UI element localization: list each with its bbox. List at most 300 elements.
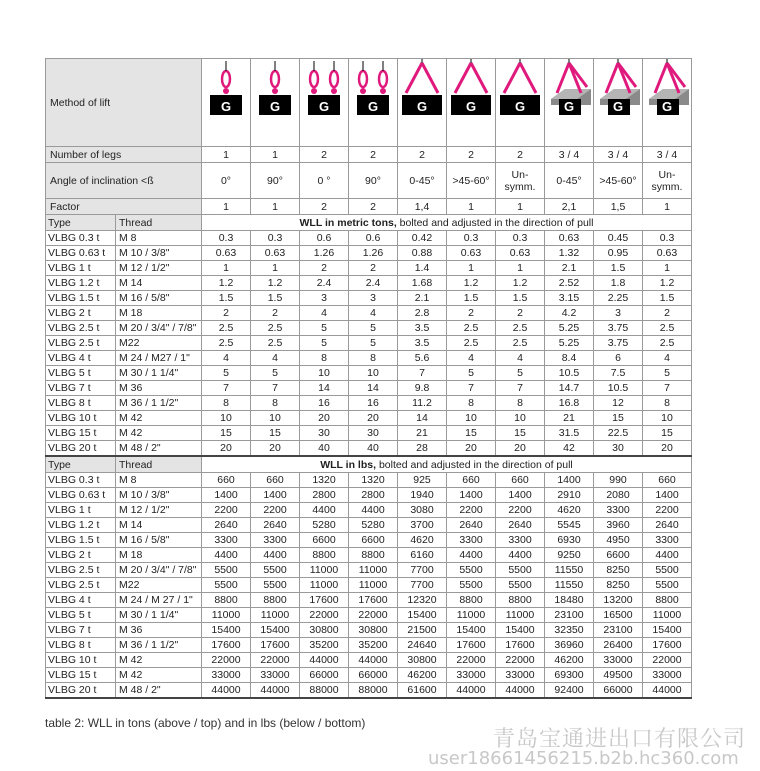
value-cell: 4 — [300, 306, 349, 321]
value-cell: 1 — [496, 261, 545, 276]
value-cell: 7700 — [398, 563, 447, 578]
value-cell: 33000 — [251, 668, 300, 683]
value-cell: 33000 — [202, 668, 251, 683]
value-cell: 10 — [496, 411, 545, 426]
value-cell: 4 — [349, 306, 398, 321]
value-cell: 5500 — [643, 578, 692, 593]
value-cell: 2 — [300, 261, 349, 276]
value-cell: 22000 — [349, 608, 398, 623]
value-cell: 0.88 — [398, 246, 447, 261]
value-cell: 4 — [202, 351, 251, 366]
type-cell: VLBG 2 t — [46, 306, 116, 321]
value-cell: 8 — [202, 396, 251, 411]
value-cell: 92400 — [545, 683, 594, 699]
value-cell: 1 — [202, 261, 251, 276]
value-cell: 2800 — [300, 488, 349, 503]
value-cell: 2200 — [447, 503, 496, 518]
value-cell: 8800 — [300, 548, 349, 563]
type-cell: VLBG 5 t — [46, 366, 116, 381]
type-cell: VLBG 7 t — [46, 381, 116, 396]
value-cell: 15400 — [447, 623, 496, 638]
value-cell: 990 — [594, 473, 643, 488]
value-cell: 15400 — [496, 623, 545, 638]
value-cell: 5 — [300, 321, 349, 336]
type-cell: VLBG 1 t — [46, 261, 116, 276]
two-leg-unsymmetric-icon — [496, 59, 544, 121]
value-cell: 44000 — [447, 683, 496, 699]
thread-cell: M 42 — [116, 653, 202, 668]
value-cell: 30800 — [349, 623, 398, 638]
type-cell: VLBG 10 t — [46, 653, 116, 668]
value-cell: 2 — [251, 306, 300, 321]
value-cell: 4620 — [545, 503, 594, 518]
type-cell: VLBG 15 t — [46, 426, 116, 441]
value-cell: 2.4 — [349, 276, 398, 291]
value-cell: 0.3 — [496, 231, 545, 246]
value-cell: 40 — [300, 441, 349, 457]
value-cell: 2.5 — [447, 336, 496, 351]
thread-cell: M 10 / 3/8" — [116, 246, 202, 261]
value-cell: 30800 — [398, 653, 447, 668]
value-cell: 3.5 — [398, 321, 447, 336]
value-cell: 2080 — [594, 488, 643, 503]
value-cell: 2.8 — [398, 306, 447, 321]
value-cell: 3300 — [447, 533, 496, 548]
table-row — [46, 336, 692, 351]
value-cell: 1 — [251, 199, 300, 215]
thread-cell: M 48 / 2" — [116, 441, 202, 457]
value-cell: 11550 — [545, 563, 594, 578]
value-cell: 30 — [594, 441, 643, 457]
value-cell: 69300 — [545, 668, 594, 683]
value-cell: 0.63 — [202, 246, 251, 261]
value-cell: 2 — [300, 147, 349, 163]
table-row — [46, 608, 692, 623]
table-row — [46, 518, 692, 533]
value-cell: 26400 — [594, 638, 643, 653]
value-cell: 8250 — [594, 563, 643, 578]
value-cell: 3300 — [251, 533, 300, 548]
value-cell: 22000 — [447, 653, 496, 668]
value-cell: 4 — [251, 351, 300, 366]
method-cell — [251, 59, 300, 147]
value-cell: 3 — [594, 306, 643, 321]
value-cell: 42 — [545, 441, 594, 457]
value-cell: 2.5 — [251, 336, 300, 351]
value-cell: 2.1 — [545, 261, 594, 276]
thread-header: Thread — [116, 456, 202, 473]
value-cell: 2 — [398, 147, 447, 163]
multi-leg-unsymmetric-icon — [643, 59, 691, 121]
value-cell: 11550 — [545, 578, 594, 593]
value-cell: 90° — [251, 163, 300, 199]
value-cell: 0-45° — [398, 163, 447, 199]
thread-cell: M 36 / 1 1/2" — [116, 638, 202, 653]
value-cell: 11000 — [300, 578, 349, 593]
value-cell: 2 — [202, 306, 251, 321]
wll-table — [45, 58, 692, 699]
value-cell: 2 — [643, 306, 692, 321]
value-cell: 1,5 — [594, 199, 643, 215]
value-cell: 21 — [545, 411, 594, 426]
value-cell: 14 — [349, 381, 398, 396]
value-cell: 2 — [496, 147, 545, 163]
type-cell: VLBG 2.5 t — [46, 578, 116, 593]
value-cell: 3700 — [398, 518, 447, 533]
value-cell: 49500 — [594, 668, 643, 683]
value-cell: 44000 — [643, 683, 692, 699]
value-cell: 14 — [300, 381, 349, 396]
value-cell: 1 — [643, 199, 692, 215]
value-cell: 3300 — [496, 533, 545, 548]
thread-cell: M 8 — [116, 473, 202, 488]
value-cell: 7 — [202, 381, 251, 396]
thread-cell: M22 — [116, 578, 202, 593]
value-cell: 11000 — [349, 578, 398, 593]
value-cell: 4 — [447, 351, 496, 366]
thread-cell: M22 — [116, 336, 202, 351]
double-leg-vertical-icon — [300, 59, 348, 121]
value-cell: 16500 — [594, 608, 643, 623]
thread-cell: M 42 — [116, 668, 202, 683]
value-cell: 11000 — [496, 608, 545, 623]
table-row — [46, 441, 692, 457]
value-cell: 13200 — [594, 593, 643, 608]
value-cell: 15400 — [251, 623, 300, 638]
general-row — [46, 147, 692, 163]
table-caption: table 2: WLL in tons (above / top) and in lbs (below / bottom) — [45, 716, 366, 730]
value-cell: 10 — [349, 366, 398, 381]
value-cell: 5500 — [643, 563, 692, 578]
value-cell: 2640 — [643, 518, 692, 533]
value-cell: 22000 — [251, 653, 300, 668]
table-row — [46, 321, 692, 336]
type-cell: VLBG 7 t — [46, 623, 116, 638]
value-cell: 1.2 — [496, 276, 545, 291]
value-cell: 11000 — [300, 563, 349, 578]
value-cell: 1.5 — [251, 291, 300, 306]
svg-text:G: G — [514, 99, 526, 114]
value-cell: 21 — [398, 426, 447, 441]
section-caption: WLL in metric tons, bolted and adjusted in the direction of pull — [202, 215, 692, 231]
type-cell: VLBG 2 t — [46, 548, 116, 563]
type-header: Type — [46, 215, 116, 231]
value-cell: 1 — [202, 199, 251, 215]
thread-cell: M 14 — [116, 518, 202, 533]
value-cell: 2.52 — [545, 276, 594, 291]
general-row — [46, 199, 692, 215]
value-cell: 4950 — [594, 533, 643, 548]
value-cell: 36960 — [545, 638, 594, 653]
method-cell — [496, 59, 545, 147]
value-cell: 17600 — [496, 638, 545, 653]
value-cell: >45-60° — [594, 163, 643, 199]
value-cell: 22.5 — [594, 426, 643, 441]
svg-text:G: G — [416, 99, 428, 114]
value-cell: 7 — [643, 381, 692, 396]
table-row — [46, 396, 692, 411]
value-cell: 5500 — [447, 578, 496, 593]
table-row — [46, 653, 692, 668]
value-cell: 2640 — [202, 518, 251, 533]
value-cell: 0.63 — [251, 246, 300, 261]
value-cell: 15400 — [398, 608, 447, 623]
value-cell: 17600 — [251, 638, 300, 653]
value-cell: 2640 — [447, 518, 496, 533]
value-cell: 7.5 — [594, 366, 643, 381]
value-cell: 88000 — [349, 683, 398, 699]
value-cell: 1400 — [202, 488, 251, 503]
value-cell: 10 — [643, 411, 692, 426]
thread-cell: M 8 — [116, 231, 202, 246]
table-row — [46, 563, 692, 578]
value-cell: 4400 — [643, 548, 692, 563]
value-cell: 11000 — [202, 608, 251, 623]
type-cell: VLBG 2.5 t — [46, 336, 116, 351]
value-cell: 4400 — [251, 548, 300, 563]
table-row — [46, 306, 692, 321]
value-cell: 2 — [447, 147, 496, 163]
value-cell: 21500 — [398, 623, 447, 638]
value-cell: 15 — [594, 411, 643, 426]
value-cell: 0.6 — [300, 231, 349, 246]
two-leg-sling-0-45-icon — [398, 59, 446, 121]
value-cell: 15 — [447, 426, 496, 441]
value-cell: Un- symm. — [496, 163, 545, 199]
thread-cell: M 30 / 1 1/4" — [116, 608, 202, 623]
value-cell: 33000 — [594, 653, 643, 668]
table-row — [46, 261, 692, 276]
value-cell: 6 — [594, 351, 643, 366]
thread-cell: M 42 — [116, 426, 202, 441]
value-cell: 660 — [496, 473, 545, 488]
section-header — [46, 215, 692, 231]
type-cell: VLBG 0.63 t — [46, 488, 116, 503]
value-cell: 0.3 — [251, 231, 300, 246]
value-cell: 20 — [251, 441, 300, 457]
value-cell: 44000 — [496, 683, 545, 699]
value-cell: 0.63 — [643, 246, 692, 261]
value-cell: 31.5 — [545, 426, 594, 441]
value-cell: 3 / 4 — [545, 147, 594, 163]
value-cell: 12320 — [398, 593, 447, 608]
value-cell: 3300 — [594, 503, 643, 518]
value-cell: 1320 — [349, 473, 398, 488]
row-label: Angle of inclination <ß — [46, 163, 202, 199]
value-cell: 11000 — [447, 608, 496, 623]
value-cell: 5.25 — [545, 321, 594, 336]
value-cell: 4400 — [447, 548, 496, 563]
value-cell: 11.2 — [398, 396, 447, 411]
type-header: Type — [46, 456, 116, 473]
double-leg-90-icon — [349, 59, 397, 121]
value-cell: 20 — [300, 411, 349, 426]
value-cell: 66000 — [300, 668, 349, 683]
value-cell: 1940 — [398, 488, 447, 503]
type-cell: VLBG 1 t — [46, 503, 116, 518]
value-cell: 2910 — [545, 488, 594, 503]
svg-text:G: G — [612, 99, 624, 114]
thread-cell: M 42 — [116, 411, 202, 426]
value-cell: 7 — [447, 381, 496, 396]
value-cell: 660 — [202, 473, 251, 488]
value-cell: 1.2 — [643, 276, 692, 291]
value-cell: 10 — [251, 411, 300, 426]
type-cell: VLBG 20 t — [46, 441, 116, 457]
value-cell: 3960 — [594, 518, 643, 533]
table-row — [46, 533, 692, 548]
value-cell: 0.42 — [398, 231, 447, 246]
svg-text:G: G — [318, 99, 330, 114]
value-cell: 0.63 — [447, 246, 496, 261]
value-cell: 3300 — [202, 533, 251, 548]
value-cell: 5.25 — [545, 336, 594, 351]
type-cell: VLBG 20 t — [46, 683, 116, 699]
table-row — [46, 578, 692, 593]
watermark-company: 青岛宝通进出口有限公司 — [493, 727, 747, 752]
value-cell: 0.3 — [643, 231, 692, 246]
row-label: Number of legs — [46, 147, 202, 163]
thread-cell: M 36 — [116, 623, 202, 638]
value-cell: 0° — [202, 163, 251, 199]
table-row — [46, 246, 692, 261]
table-row — [46, 503, 692, 518]
thread-header: Thread — [116, 215, 202, 231]
table-row — [46, 548, 692, 563]
value-cell: 5280 — [300, 518, 349, 533]
type-cell: VLBG 4 t — [46, 593, 116, 608]
type-cell: VLBG 0.63 t — [46, 246, 116, 261]
value-cell: 8800 — [202, 593, 251, 608]
value-cell: 2200 — [202, 503, 251, 518]
value-cell: 10 — [447, 411, 496, 426]
method-cell — [349, 59, 398, 147]
value-cell: 20 — [496, 441, 545, 457]
value-cell: 1 — [251, 147, 300, 163]
value-cell: 1.5 — [594, 261, 643, 276]
value-cell: 8800 — [447, 593, 496, 608]
value-cell: 3.75 — [594, 336, 643, 351]
value-cell: 1400 — [447, 488, 496, 503]
value-cell: 1.32 — [545, 246, 594, 261]
value-cell: 17600 — [300, 593, 349, 608]
value-cell: 33000 — [496, 668, 545, 683]
value-cell: 8 — [643, 396, 692, 411]
table-row — [46, 291, 692, 306]
value-cell: 0.6 — [349, 231, 398, 246]
value-cell: 2.5 — [496, 336, 545, 351]
value-cell: 2.4 — [300, 276, 349, 291]
value-cell: 1.26 — [300, 246, 349, 261]
table-row — [46, 276, 692, 291]
thread-cell: M 36 / 1 1/2" — [116, 396, 202, 411]
value-cell: 2 — [496, 306, 545, 321]
value-cell: 2.5 — [643, 336, 692, 351]
value-cell: 22000 — [202, 653, 251, 668]
value-cell: 30 — [349, 426, 398, 441]
value-cell: 2.25 — [594, 291, 643, 306]
table-row — [46, 473, 692, 488]
value-cell: 17600 — [349, 593, 398, 608]
multi-leg-sling-45-60-icon — [594, 59, 642, 121]
value-cell: 3.15 — [545, 291, 594, 306]
value-cell: 61600 — [398, 683, 447, 699]
value-cell: 8800 — [349, 548, 398, 563]
value-cell: 10 — [202, 411, 251, 426]
value-cell: 66000 — [349, 668, 398, 683]
value-cell: 1.2 — [202, 276, 251, 291]
table-row — [46, 593, 692, 608]
method-cell — [398, 59, 447, 147]
value-cell: 1.68 — [398, 276, 447, 291]
value-cell: 8 — [447, 396, 496, 411]
value-cell: 8.4 — [545, 351, 594, 366]
type-cell: VLBG 1.2 t — [46, 276, 116, 291]
value-cell: 1 — [447, 261, 496, 276]
type-cell: VLBG 1.5 t — [46, 533, 116, 548]
type-cell: VLBG 1.5 t — [46, 291, 116, 306]
value-cell: 7 — [398, 366, 447, 381]
value-cell: 9250 — [545, 548, 594, 563]
value-cell: 10.5 — [594, 381, 643, 396]
value-cell: 2200 — [496, 503, 545, 518]
value-cell: 33000 — [643, 668, 692, 683]
svg-text:G: G — [661, 99, 673, 114]
value-cell: 2200 — [251, 503, 300, 518]
value-cell: 1 — [643, 261, 692, 276]
value-cell: 20 — [202, 441, 251, 457]
value-cell: 22000 — [643, 653, 692, 668]
table-row — [46, 638, 692, 653]
value-cell: 20 — [643, 441, 692, 457]
section-caption: WLL in lbs, bolted and adjusted in the direction of pull — [202, 456, 692, 473]
value-cell: 5280 — [349, 518, 398, 533]
value-cell: 17600 — [447, 638, 496, 653]
value-cell: 7 — [251, 381, 300, 396]
method-cell — [594, 59, 643, 147]
value-cell: 5500 — [251, 563, 300, 578]
svg-text:G: G — [269, 99, 281, 114]
value-cell: 15 — [202, 426, 251, 441]
value-cell: 3 — [300, 291, 349, 306]
value-cell: 3080 — [398, 503, 447, 518]
value-cell: 3 / 4 — [643, 147, 692, 163]
value-cell: 2640 — [251, 518, 300, 533]
value-cell: 24640 — [398, 638, 447, 653]
value-cell: 35200 — [349, 638, 398, 653]
value-cell: 15 — [251, 426, 300, 441]
watermark-url: user18661456215.b2b.hc360.com — [428, 748, 739, 769]
value-cell: 14.7 — [545, 381, 594, 396]
value-cell: 32350 — [545, 623, 594, 638]
value-cell: 4400 — [300, 503, 349, 518]
value-cell: 6930 — [545, 533, 594, 548]
value-cell: 7700 — [398, 578, 447, 593]
two-leg-sling-45-60-icon — [447, 59, 495, 121]
value-cell: 2 — [447, 306, 496, 321]
value-cell: 0.45 — [594, 231, 643, 246]
value-cell: 660 — [447, 473, 496, 488]
value-cell: 1 — [447, 199, 496, 215]
value-cell: 1400 — [496, 488, 545, 503]
row-label: Factor — [46, 199, 202, 215]
value-cell: 2800 — [349, 488, 398, 503]
type-cell: VLBG 8 t — [46, 396, 116, 411]
table-row — [46, 623, 692, 638]
value-cell: 5500 — [496, 563, 545, 578]
table-row — [46, 488, 692, 503]
value-cell: 20 — [349, 411, 398, 426]
